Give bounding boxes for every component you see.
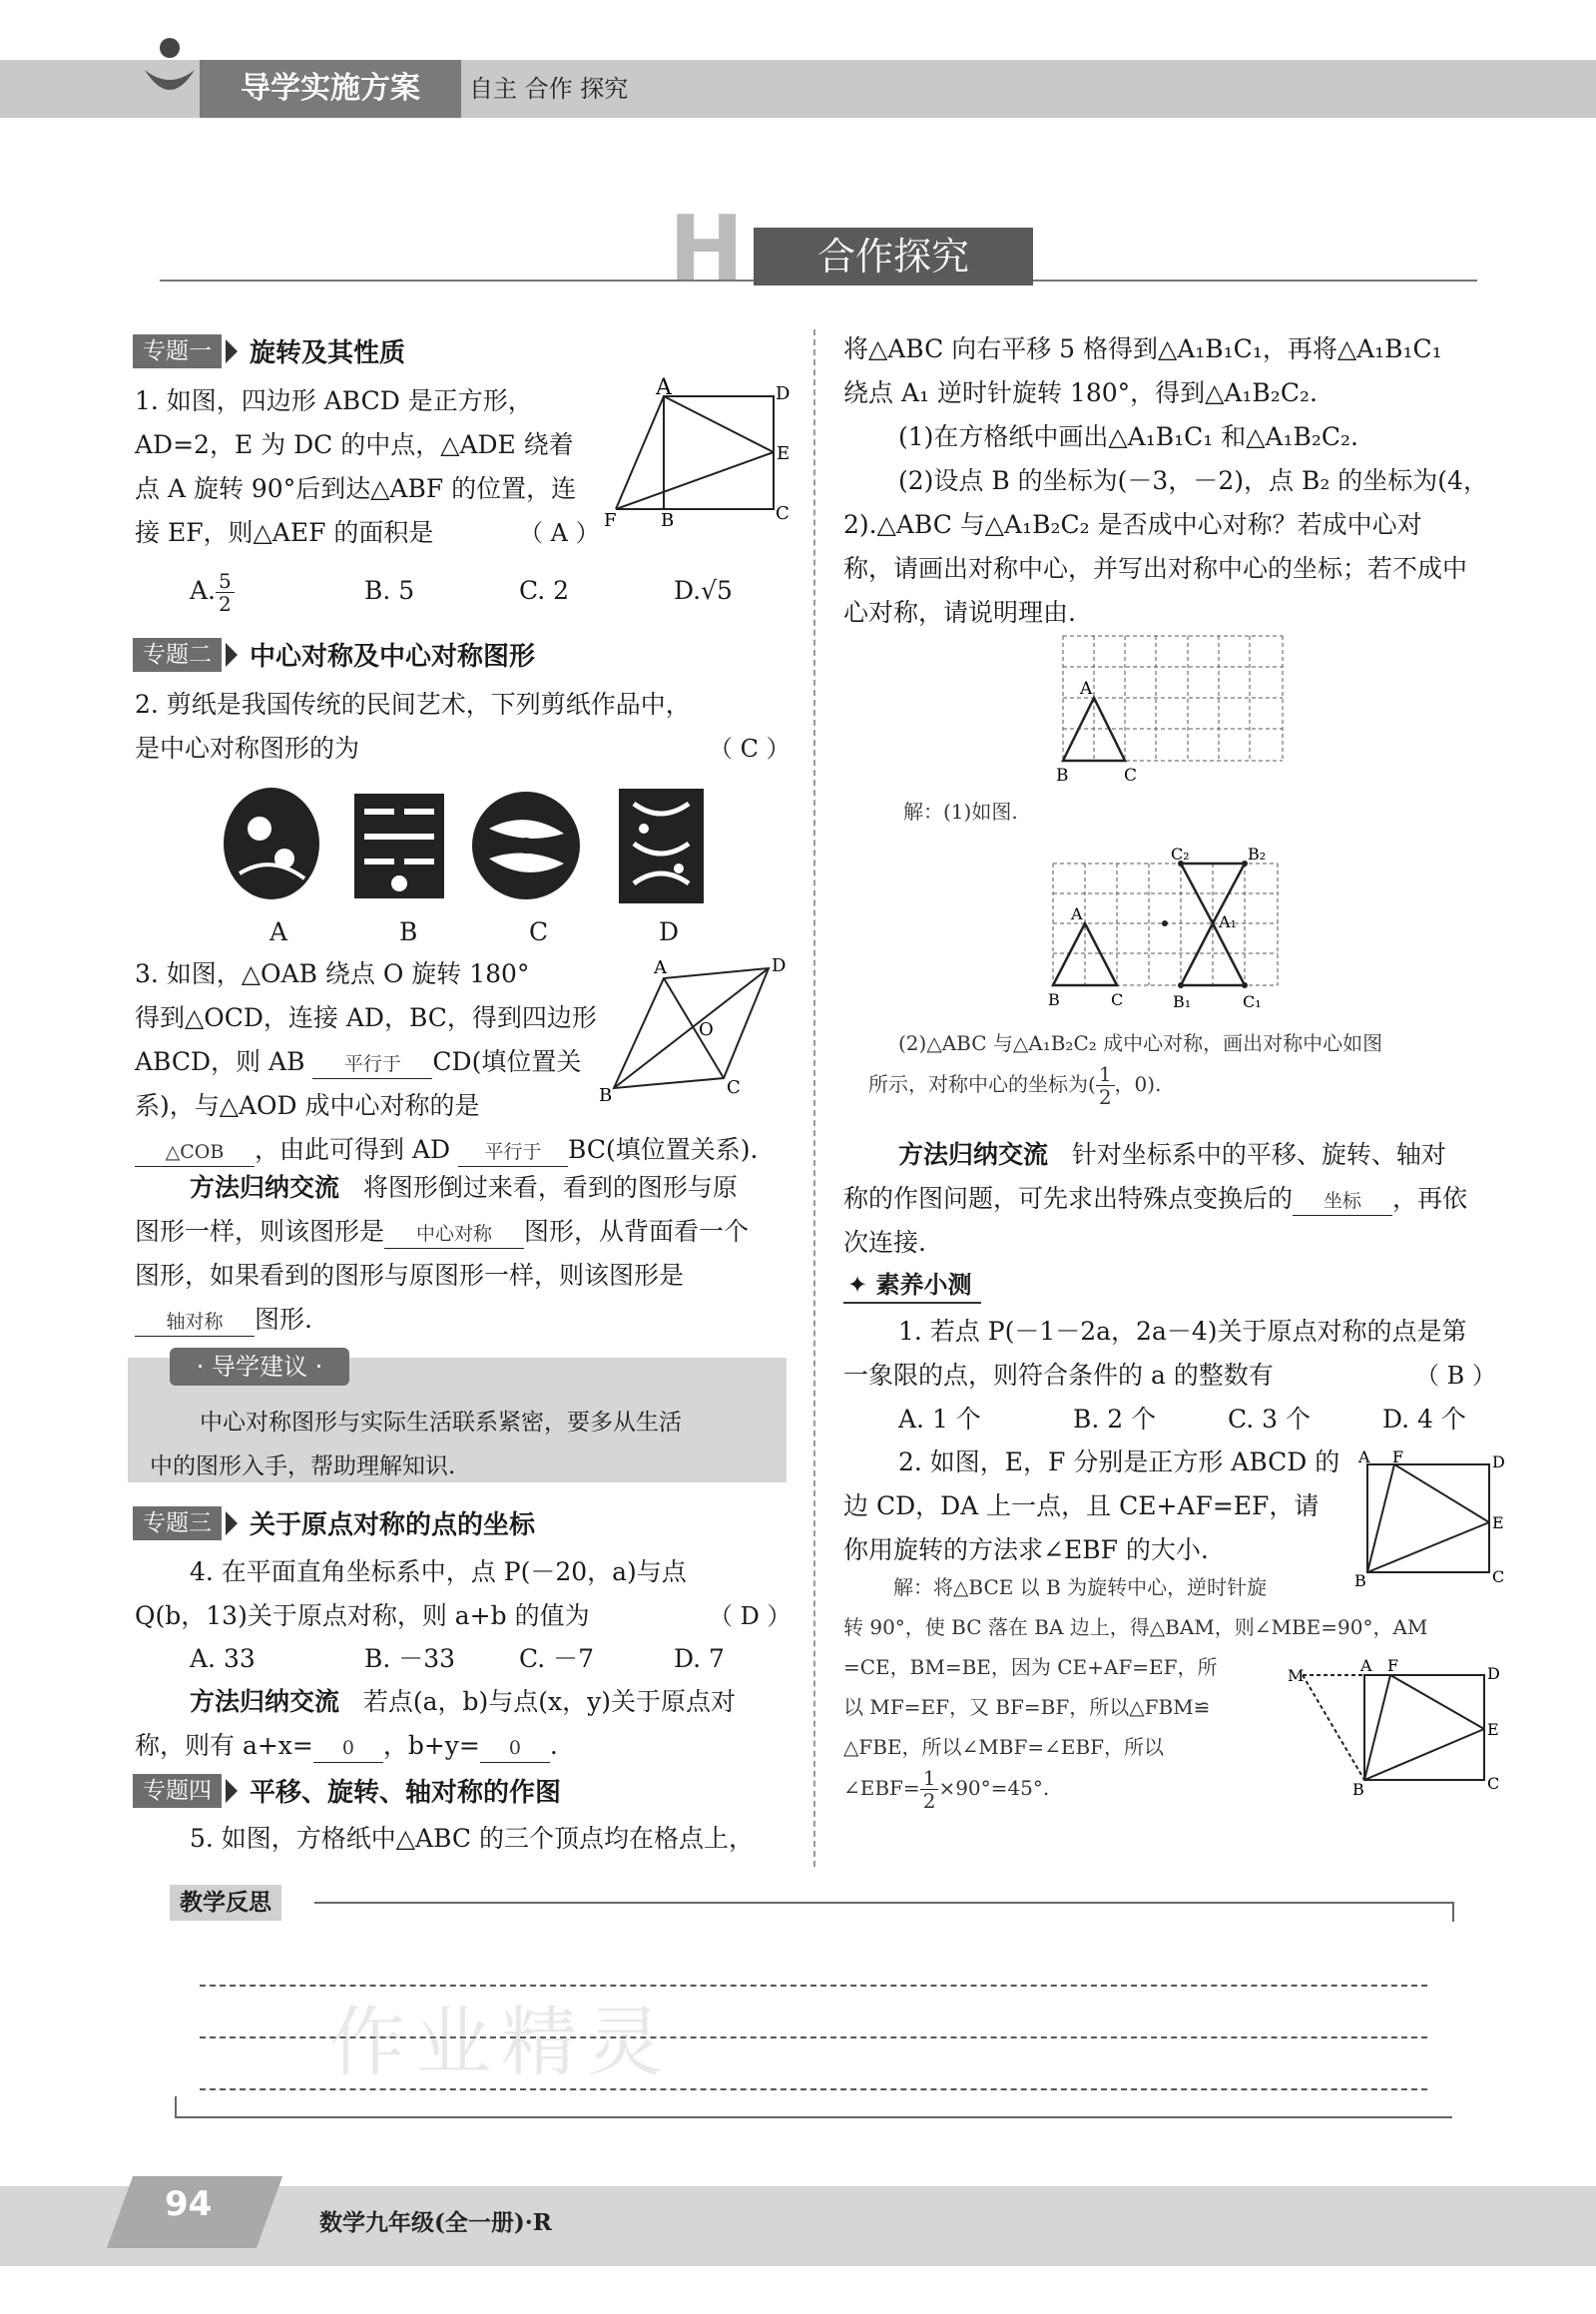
q5-grid-solution xyxy=(1043,844,1303,1018)
q2-text xyxy=(135,683,794,771)
q4-answer: （ D ） xyxy=(709,1602,792,1630)
q1-options xyxy=(190,569,789,615)
q3-line: 系)，与△AOD 成中心对称的是 xyxy=(135,1091,480,1120)
topic-title: 关于原点对称的点的坐标 xyxy=(250,1510,536,1540)
q3-line: △COB ，由此可得到 AD 平行于 BC(填位置关系). xyxy=(135,1128,794,1172)
svg-text:E: E xyxy=(777,443,791,464)
method-2: 方法归纳交流 若点(a，b)与点(x，y)关于原点对 称，则有 a+x= 0 ，b+y= 0 . xyxy=(135,1680,794,1768)
q3-line: 3. 如图，△OAB 绕点 O 旋转 180° xyxy=(135,959,530,988)
reflection-right-rule xyxy=(1452,1902,1454,1922)
quiz-q2-solution-figure xyxy=(1283,1657,1502,1797)
q4-text: 4. 在平面直角坐标系中，点 P(－20，a)与点 Q(b，13)关于原点对称，则 a+b 的值为 xyxy=(135,1557,687,1630)
q3-line: ABCD，则 AB 平行于 CD(填位置关 xyxy=(135,1040,794,1084)
logo-icon xyxy=(140,30,200,110)
svg-text:F: F xyxy=(604,510,617,531)
svg-text:B: B xyxy=(1056,766,1069,786)
choice-label: C xyxy=(529,917,549,946)
svg-text:D: D xyxy=(772,955,787,976)
svg-text:F: F xyxy=(1392,1447,1404,1466)
papercut-b-image xyxy=(349,789,449,903)
answer-blank: 平行于 xyxy=(312,1050,432,1079)
topic-2 xyxy=(133,636,535,672)
q2-choice-labels xyxy=(269,910,689,954)
q1-line: AD=2，E 为 DC 的中点，△ADE 绕着 xyxy=(135,430,574,459)
topic-1 xyxy=(133,332,405,368)
page-number: 94 xyxy=(165,2184,213,2224)
svg-text:D: D xyxy=(1487,1664,1500,1683)
svg-text:A: A xyxy=(1071,904,1083,923)
svg-text:O: O xyxy=(699,1019,714,1040)
svg-text:C₂: C₂ xyxy=(1171,845,1190,864)
svg-text:C: C xyxy=(1124,766,1138,786)
svg-text:B: B xyxy=(599,1085,613,1106)
reflection-bottom-rule xyxy=(175,2116,1452,2118)
topic-4 xyxy=(133,1772,561,1808)
column-divider xyxy=(813,329,815,1867)
svg-text:B: B xyxy=(661,510,675,531)
svg-text:A: A xyxy=(1360,1656,1372,1675)
book-title: 数学九年级(全一册)·R xyxy=(319,2209,552,2236)
q1-line: 1. 如图，四边形 ABCD 是正方形， xyxy=(135,386,533,415)
option: C. 3 个 xyxy=(1228,1405,1311,1434)
svg-text:C: C xyxy=(727,1077,741,1098)
papercut-c-image xyxy=(469,789,584,903)
q1-option-b: B. 5 xyxy=(364,576,415,605)
quiz-q1: 1. 若点 P(－1－2a，2a－4)关于原点对称的点是第 一象限的点，则符合条件的 a 的整数有 xyxy=(843,1317,1467,1390)
q1-answer: （ A ） xyxy=(519,519,600,547)
option: A. 33 xyxy=(190,1644,256,1673)
q5-line-1: 5. 如图，方格纸中△ABC 的三个顶点均在格点上， xyxy=(190,1824,754,1853)
q1-option-d: D.√5 xyxy=(674,576,733,605)
q5-solution-1: 解：(1)如图. xyxy=(903,800,1018,824)
option: D. 7 xyxy=(674,1644,725,1673)
svg-text:B₂: B₂ xyxy=(1248,845,1267,864)
header-title: 导学实施方案 xyxy=(200,60,461,118)
svg-text:C: C xyxy=(1111,990,1124,1009)
section-title: 合作探究 xyxy=(754,228,1033,286)
choice-label: B xyxy=(399,917,418,946)
q1-figure xyxy=(604,375,803,531)
method-head: 方法归纳交流 xyxy=(190,1173,340,1202)
papercut-a-image xyxy=(220,784,324,903)
q1-option-c: C. 2 xyxy=(519,576,570,605)
watermark: 作业精灵 xyxy=(329,1998,673,2086)
quiz-title: ✦ 素养小测 xyxy=(843,1268,981,1304)
answer-blank: 中心对称 xyxy=(384,1220,524,1249)
svg-text:E: E xyxy=(1492,1513,1504,1532)
svg-text:A₁: A₁ xyxy=(1219,912,1237,931)
guide-tag: · 导学建议 · xyxy=(170,1348,349,1386)
guide-text: 中心对称图形与实际生活联系紧密，要多从生活 中的图形入手，帮助理解知识. xyxy=(150,1410,682,1479)
q2-line: 2. 剪纸是我国传统的民间艺术，下列剪纸作品中， xyxy=(135,690,691,719)
svg-text:C: C xyxy=(776,503,790,524)
svg-text:B: B xyxy=(1352,1780,1364,1799)
reflection-title: 教学反思 xyxy=(170,1885,281,1921)
svg-text:C: C xyxy=(1492,1567,1505,1586)
choice-label: A xyxy=(269,917,288,946)
answer-blank: 坐标 xyxy=(1293,1187,1392,1216)
quiz-q1-options xyxy=(898,1398,1497,1442)
method-3: 方法归纳交流 针对坐标系中的平移、旋转、轴对 称的作图问题，可先求出特殊点变换后的 坐标 ，再依 次连接. xyxy=(843,1140,1468,1257)
quiz-q2: 2. 如图，E，F 分别是正方形 ABCD 的 边 CD，DA 上一点，且 CE+AF=EF，请 你用旋转的方法求∠EBF 的大小. xyxy=(843,1447,1340,1564)
topic-title: 中心对称及中心对称图形 xyxy=(250,642,536,672)
method-head: 方法归纳交流 xyxy=(190,1687,340,1716)
option: A. 1 个 xyxy=(898,1405,981,1434)
q2-line: 是中心对称图形的为 xyxy=(135,734,360,763)
answer-blank: 轴对称 xyxy=(135,1308,255,1337)
svg-text:M: M xyxy=(1288,1666,1305,1685)
svg-text:C: C xyxy=(1487,1774,1500,1793)
option: D. 4 个 xyxy=(1382,1405,1466,1434)
svg-text:A: A xyxy=(654,957,667,978)
q2-answer: （ C ） xyxy=(709,735,791,763)
topic-tag: 专题三 xyxy=(133,1506,222,1540)
option: B. 2 个 xyxy=(1073,1405,1157,1434)
svg-text:D: D xyxy=(776,383,791,404)
svg-text:A: A xyxy=(1358,1447,1370,1466)
svg-text:E: E xyxy=(1487,1720,1499,1739)
svg-text:B: B xyxy=(1048,990,1060,1009)
option: B. －33 xyxy=(364,1644,456,1673)
q5-grid-original xyxy=(1048,631,1298,791)
quiz-q1-answer: （ B ） xyxy=(1415,1362,1496,1390)
q5-solution-2: (2)△ABC 与△A₁B₂C₂ 成中心对称，画出对称中心如图 所示，对称中心的坐标为( $\frac{1}{2}$ ，0). xyxy=(868,1031,1383,1109)
topic-tag: 专题二 xyxy=(133,638,222,672)
q3-figure xyxy=(599,953,798,1106)
svg-text:B: B xyxy=(1354,1571,1366,1590)
papercut-d-image xyxy=(614,784,709,908)
option: C. －7 xyxy=(519,1644,595,1673)
reflection-left-rule xyxy=(175,2096,177,2118)
choice-label: D xyxy=(659,917,680,946)
svg-text:C₁: C₁ xyxy=(1243,992,1262,1011)
svg-text:A: A xyxy=(656,375,672,400)
header-tags: 自主 合作 探究 xyxy=(469,75,629,103)
method-head: 方法归纳交流 xyxy=(898,1140,1049,1169)
q1-line: 接 EF，则△AEF 的面积是 xyxy=(135,518,434,547)
star-icon: ✦ xyxy=(847,1271,868,1299)
q5-text: 将△ABC 向右平移 5 格得到△A₁B₁C₁，再将△A₁B₁C₁ 绕点 A₁ 逆时针旋转 180°，得到△A₁B₂C₂. (1)在方格纸中画出△A₁B₁C₁ 和△A₁B₂C₂. (2)设点 B 的坐标为(－3，－2)，点 B₂ 的坐标为(4， 2).△ABC 与△A₁B₂C₂ 是否成中心对称？若成中心对 称，请画出对称中心，并写出对称中心的坐标；若不成中 心对称，请说明理由. xyxy=(843,334,1488,627)
topic-title: 旋转及其性质 xyxy=(250,338,406,368)
q3-line: 得到△OCD，连接 AD，BC，得到四边形 xyxy=(135,1003,597,1032)
svg-text:F: F xyxy=(1387,1656,1399,1675)
method-1: 方法归纳交流 将图形倒过来看，看到的图形与原 图形一样，则该图形是 中心对称 图形，从背面看一个 图形，如果看到的图形与原图形一样，则该图形是 轴对称 图形. xyxy=(135,1166,794,1342)
topic-tag: 专题一 xyxy=(133,334,222,368)
q1-option-a: A. $\frac{5}{2}$ xyxy=(190,576,235,605)
answer-blank: 0 xyxy=(480,1734,550,1763)
answer-blank: 平行于 xyxy=(458,1138,568,1167)
svg-text:D: D xyxy=(1492,1452,1505,1471)
answer-blank: △COB xyxy=(135,1138,255,1167)
svg-text:A: A xyxy=(1080,679,1093,699)
svg-text:B₁: B₁ xyxy=(1173,992,1192,1011)
topic-tag: 专题四 xyxy=(133,1774,222,1808)
q4-options xyxy=(190,1637,789,1681)
topic-3 xyxy=(133,1504,535,1540)
quiz-q2-solution: 解：将△BCE 以 B 为旋转中心，逆时针旋 转 90°，使 BC 落在 BA 边上，得△BAM，则∠MBE=90°，AM =CE，BM=BE，因为 CE+AF=EF，所 以 MF=EF，又 BF=BF，所以△FBM≌ △FBE，所以∠MBF=∠EBF，所以 ∠EBF= $\frac{1}{2}$ ×90°=45°. xyxy=(843,1575,1428,1813)
topic-title: 平移、旋转、轴对称的作图 xyxy=(250,1778,562,1808)
section-letter: H xyxy=(669,197,745,301)
reflection-top-rule xyxy=(314,1902,1452,1904)
answer-blank: 0 xyxy=(313,1734,383,1763)
q1-line: 点 A 旋转 90°后到达△ABF 的位置，连 xyxy=(135,474,577,503)
